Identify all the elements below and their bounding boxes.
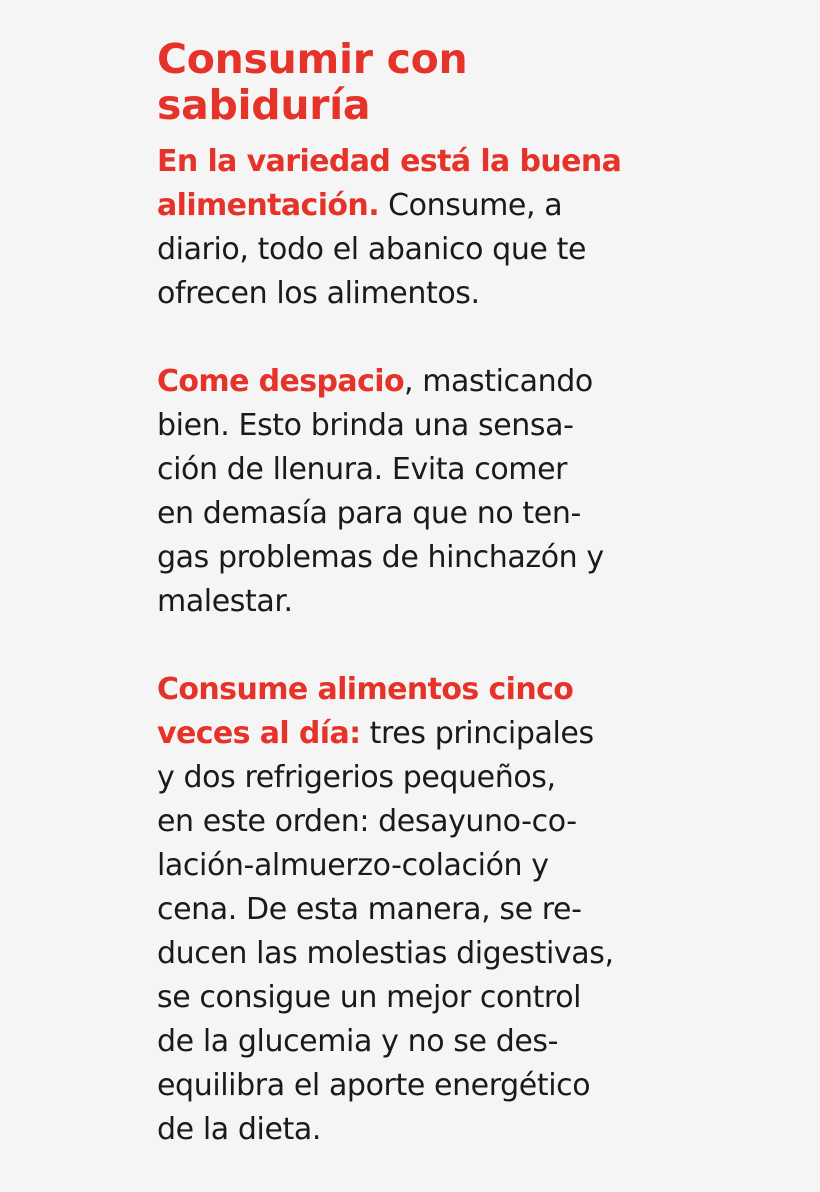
highlight-text: Consume alimentos cinco — [157, 672, 574, 707]
body-line: ofrecen los alimentos. — [157, 276, 480, 311]
article — [157, 36, 697, 1152]
highlight-text: alimentación. — [157, 188, 379, 223]
body-line: malestar. — [157, 584, 293, 619]
body-line: gas problemas de hinchazón y — [157, 540, 604, 575]
title-line-2: sabiduría — [157, 81, 371, 129]
body-line: bien. Esto brinda una sensa- — [157, 408, 574, 443]
body-line: diario, todo el abanico que te — [157, 232, 587, 267]
body-line: en este orden: desayuno-co- — [157, 804, 577, 839]
paragraph-eat-slowly — [157, 360, 697, 624]
body-line: ducen las molestias digestivas, — [157, 936, 614, 971]
body-line: equilibra el aporte energético — [157, 1068, 591, 1103]
body-text: Consume, a — [379, 188, 563, 223]
body-line: ción de llenura. Evita comer — [157, 452, 568, 487]
paragraph-five-meals — [157, 668, 697, 1152]
body-text: tres principales — [360, 716, 594, 751]
body-line: cena. De esta manera, se re- — [157, 892, 582, 927]
title-line-1: Consumir con — [157, 35, 468, 83]
body-line: lación-almuerzo-colación y — [157, 848, 549, 883]
body-line: y dos refrigerios pequeños, — [157, 760, 556, 795]
article-title — [157, 36, 697, 128]
body-line: se consigue un mejor control — [157, 980, 582, 1015]
highlight-text: veces al día: — [157, 716, 361, 751]
body-line: en demasía para que no ten- — [157, 496, 581, 531]
body-text: , masticando — [403, 364, 593, 399]
body-line: de la glucemia y no se des- — [157, 1024, 559, 1059]
paragraph-variety — [157, 140, 697, 316]
highlight-text: Come despacio — [157, 364, 404, 399]
body-line: de la dieta. — [157, 1112, 322, 1147]
highlight-text: En la variedad está la buena — [157, 144, 622, 179]
